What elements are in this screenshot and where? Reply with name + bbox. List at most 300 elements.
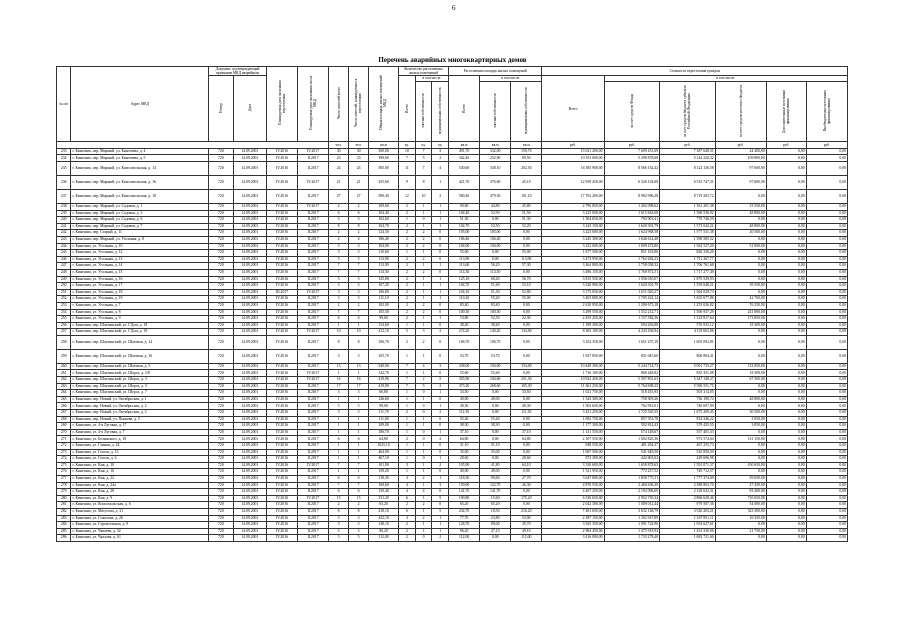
row-number-cell: 234 [57, 155, 71, 162]
table-cell: II.2017 [298, 243, 329, 250]
table-cell: 8 [415, 176, 432, 190]
table-cell: IV.2016 [266, 423, 297, 430]
table-cell: 36,30 [511, 482, 542, 489]
cost-cell: 1 637 850,00 [542, 349, 604, 363]
table-cell: 38,30 [449, 423, 480, 430]
cost-cell: 4 407 250,00 [542, 489, 604, 496]
table-cell: 1 [432, 283, 449, 290]
table-cell: 74,80 [449, 316, 480, 323]
address-cell: г. Кинешма, пер. Мирный, ул. Садовая, д. 7 [71, 223, 209, 230]
table-cell: 2 [399, 309, 416, 316]
table-row [57, 482, 848, 489]
cost-cell: 2 984 450,00 [542, 528, 604, 535]
table-cell: 33,50 [511, 390, 542, 397]
table-cell: 2 [399, 283, 416, 290]
header-count-municipal: муниципальная собственность [432, 81, 449, 141]
table-cell: 90,60 [449, 204, 480, 211]
table-cell: 6 [329, 316, 349, 323]
address-cell: г. Кинешма, пер. Новый, ул. Пьянова, д. 5 [71, 416, 209, 423]
table-cell: III.2017 [266, 289, 297, 296]
table-cell: 0 [432, 349, 449, 363]
cost-cell: 0,00 [715, 349, 766, 363]
cost-cell: 3 416 000,00 [542, 535, 604, 542]
table-cell: 1 [399, 217, 416, 224]
table-cell: 14.09.2001 [233, 263, 266, 270]
table-cell: IV.2016 [266, 443, 297, 450]
cost-cell: 3 175 050,00 [542, 289, 604, 296]
table-cell: 2 [399, 276, 416, 283]
table-cell: 2 [432, 190, 449, 204]
table-cell: 159,00 [449, 482, 480, 489]
cost-cell: 1 431 330,06 [660, 528, 716, 535]
table-cell: 1 [432, 528, 449, 535]
cost-cell: 7 387 648,31 [660, 148, 716, 155]
table-cell: 7 [329, 263, 349, 270]
cost-cell: 1 253 026,82 [660, 302, 716, 309]
table-cell: II.2017 [298, 210, 329, 217]
table-cell: 5 [399, 329, 416, 336]
cost-cell: 860 448,82 [604, 370, 660, 377]
table-cell: 1 [399, 396, 416, 403]
table-cell: 2 [399, 236, 416, 243]
cost-cell: 0,00 [766, 456, 806, 463]
table-cell: 41,80 [480, 462, 511, 469]
address-cell: г. Кинешма, ул. Угольная, д. 19 [71, 296, 209, 303]
table-row [57, 349, 848, 363]
cost-cell: 0,00 [766, 269, 806, 276]
table-cell: 2 [349, 502, 369, 509]
table-cell: 3 [329, 296, 349, 303]
table-cell: IV.2016 [266, 230, 297, 237]
table-cell: 17 [349, 383, 369, 390]
table-cell: 2 [349, 204, 369, 211]
header-cost-nonbudget: Внебюджетные источники финансирования [806, 81, 847, 141]
row-number-cell: 246 [57, 256, 71, 263]
table-cell: 720 [209, 162, 233, 176]
cost-cell: 857 353,78 [604, 416, 660, 423]
table-cell: 2 [415, 302, 432, 309]
table-cell: 83,40 [449, 302, 480, 309]
cost-cell: 762 952,01 [604, 403, 660, 410]
unit-cell: кв.м [369, 141, 399, 148]
table-cell: 3 [349, 515, 369, 522]
table-cell: 720 [209, 176, 233, 190]
cost-cell: 1 021 750,00 [542, 390, 604, 397]
cost-cell: 0,00 [715, 469, 766, 476]
cost-cell: 0,00 [766, 176, 806, 190]
table-cell: 0 [432, 309, 449, 316]
table-cell: 89,50 [511, 155, 542, 162]
address-cell: г. Кинешма, ул. Угольная, д. 13 [71, 256, 209, 263]
cost-cell: 1 543 300,00 [542, 396, 604, 403]
cost-cell: 0,00 [806, 155, 847, 162]
table-cell: 99,60 [369, 316, 399, 323]
table-cell: 107,20 [369, 283, 399, 290]
table-cell: 112,00 [369, 535, 399, 542]
table-cell: 373,20 [449, 383, 480, 390]
table-cell: 6 [399, 495, 416, 502]
table-cell: 1 [432, 522, 449, 529]
table-cell: IV.2016 [266, 528, 297, 535]
table-cell: IV.2016 [266, 403, 297, 410]
cost-cell: 770 746,59 [660, 217, 716, 224]
table-cell: 122,70 [480, 482, 511, 489]
table-cell: 3 [415, 329, 432, 336]
cost-cell: 851 163,80 [604, 250, 660, 257]
table-row [57, 335, 848, 349]
table-row [57, 155, 848, 162]
table-cell: 4 [432, 162, 449, 176]
table-cell: 0,00 [480, 535, 511, 542]
cost-cell: 1 711 267,77 [660, 256, 716, 263]
table-cell: 720 [209, 383, 233, 390]
table-cell: IV.2016 [266, 309, 297, 316]
table-cell: 14.09.2001 [233, 302, 266, 309]
table-cell: 1 [329, 370, 349, 377]
cost-cell: 0,00 [766, 329, 806, 336]
table-cell: 2 [399, 436, 416, 443]
table-row [57, 436, 848, 443]
table-cell: II.2017 [298, 302, 329, 309]
address-cell: г. Кинешма, ул. Угольная, д. 15 [71, 269, 209, 276]
table-cell: 3 [329, 243, 349, 250]
table-cell: 0 [432, 243, 449, 250]
table-cell: 1 [415, 396, 432, 403]
row-number-cell: 253 [57, 302, 71, 309]
row-number-cell: 256 [57, 322, 71, 329]
table-cell: 3 [349, 283, 369, 290]
table-row [57, 243, 848, 250]
cost-cell: 1 620 301,79 [604, 223, 660, 230]
header-planned-demolition: Планируемая дата окончания сноса МКД [298, 67, 329, 142]
table-cell: 14.09.2001 [233, 236, 266, 243]
cost-cell: 8 365 100,00 [542, 329, 604, 336]
cost-cell: 578 435,55 [660, 423, 716, 430]
header-cost-subject: за счет средств бюджета субъекта Российской Федерации [660, 81, 716, 141]
cost-cell: 1 591 071,37 [660, 462, 716, 469]
table-cell: 720 [209, 322, 233, 329]
table-cell: II.2017 [298, 436, 329, 443]
cost-cell: 0,00 [766, 370, 806, 377]
table-cell: 14.09.2001 [233, 256, 266, 263]
address-cell: г. Кинешма, ул. Кия, д. 10 [71, 462, 209, 469]
cost-cell: 0,00 [806, 236, 847, 243]
address-cell: г. Кинешма, пер. Шахтинский, ул. Шорса, д. 7 [71, 390, 209, 397]
table-cell: 8 [349, 223, 369, 230]
table-cell: 53,90 [511, 515, 542, 522]
cost-cell: 51 000,00 [715, 243, 766, 250]
table-cell: 338,10 [480, 162, 511, 176]
row-number-cell: 251 [57, 289, 71, 296]
table-cell: 64,80 [511, 436, 542, 443]
table-cell: 0,00 [480, 256, 511, 263]
table-cell: 2 [329, 502, 349, 509]
table-cell: 2 [432, 383, 449, 390]
table-cell: 0,00 [511, 423, 542, 430]
table-cell: 106,70 [369, 429, 399, 436]
cost-cell: 0,00 [715, 449, 766, 456]
table-cell: 148,10 [369, 522, 399, 529]
table-cell: 1 [399, 349, 416, 363]
table-cell: 540,60 [449, 162, 480, 176]
table-cell: 0 [415, 456, 432, 463]
table-cell: 96,20 [369, 528, 399, 535]
table-cell: 101,10 [511, 190, 542, 204]
cost-cell: 594 256,88 [604, 322, 660, 329]
table-cell: 3 [329, 522, 349, 529]
table-cell: 202,50 [511, 162, 542, 176]
table-cell: 104,70 [369, 223, 399, 230]
cost-cell: 3 431 250,00 [542, 410, 604, 417]
table-cell: 0,00 [511, 370, 542, 377]
cost-cell: 0,00 [766, 403, 806, 410]
table-cell: 720 [209, 155, 233, 162]
table-cell: 5 [432, 495, 449, 502]
cost-cell: 0,00 [806, 475, 847, 482]
table-cell: IV.2016 [266, 162, 297, 176]
table-row [57, 283, 848, 290]
unit-cell: руб. [604, 141, 660, 148]
address-cell: г. Кинешма, ул. Белинского, д. 18 [71, 436, 209, 443]
table-cell: 5 [349, 256, 369, 263]
cost-cell: 0,00 [715, 535, 766, 542]
table-cell: 37,10 [449, 429, 480, 436]
cost-cell: 0,00 [766, 217, 806, 224]
table-cell: 106,70 [369, 335, 399, 349]
cost-cell: 0,00 [766, 377, 806, 384]
table-row [57, 269, 848, 276]
table-cell: 38,30 [480, 423, 511, 430]
table-cell: 65,20 [369, 502, 399, 509]
cost-cell: 481 294,27 [604, 443, 660, 450]
table-cell: 720 [209, 489, 233, 496]
header-cost-total: Всего [542, 76, 604, 141]
table-cell: 376,60 [480, 176, 511, 190]
table-cell: 190,80 [449, 495, 480, 502]
address-cell: г. Кинешма, пер. Шахтинский, ул. Г.Дом, д. 19 [71, 329, 209, 336]
table-cell: 1 [349, 456, 369, 463]
cost-cell: 0,00 [766, 535, 806, 542]
table-cell: 98,00 [369, 403, 399, 410]
cost-cell: 2 460 636,30 [604, 482, 660, 489]
row-number-cell: 281 [57, 502, 71, 509]
cost-cell: 1 131 550,00 [542, 429, 604, 436]
table-row [57, 528, 848, 535]
table-cell: 1 [349, 469, 369, 476]
table-cell: 0,00 [480, 429, 511, 436]
table-cell: 720 [209, 370, 233, 377]
header-total-area: Общая площадь жилых помещений МКД [369, 67, 399, 142]
cost-cell: 1 682 721,60 [660, 535, 716, 542]
cost-cell: 48 800,00 [715, 396, 766, 403]
table-cell: 720 [209, 449, 233, 456]
table-cell: II.2017 [298, 489, 329, 496]
table-cell: 720 [209, 469, 233, 476]
table-cell: 0 [432, 370, 449, 377]
table-cell: 0 [432, 489, 449, 496]
table-cell: IV.2016 [266, 416, 297, 423]
table-cell: IV.2016 [266, 263, 297, 270]
table-cell: 274,20 [449, 329, 480, 336]
table-cell: II.2017 [298, 475, 329, 482]
address-cell: г. Кинешма, ул. Матусова, д. 21 [71, 508, 209, 515]
table-cell: 419,90 [369, 383, 399, 390]
cost-cell: 0,00 [766, 204, 806, 211]
table-cell: 1 [415, 423, 432, 430]
cost-cell: 3 245 300,00 [542, 236, 604, 243]
table-cell: 1 [415, 443, 432, 450]
cost-cell: 0,00 [806, 230, 847, 237]
table-cell: 1 [432, 390, 449, 397]
table-cell: IV.2016 [266, 236, 297, 243]
row-number-cell: 238 [57, 204, 71, 211]
table-cell: 3 [349, 217, 369, 224]
table-cell: 5 [349, 535, 369, 542]
table-cell: II.2017 [298, 236, 329, 243]
table-cell: 1 [432, 223, 449, 230]
cost-cell: 5 091 735,27 [660, 363, 716, 370]
table-cell: 1 [415, 210, 432, 217]
table-cell: 7 [399, 383, 416, 390]
table-cell: 720 [209, 495, 233, 502]
table-cell: 45,10 [511, 176, 542, 190]
cost-cell: 7 609 451,69 [604, 148, 660, 155]
cost-cell: 1 646 614,48 [604, 236, 660, 243]
cost-cell: 1 603 092,81 [660, 335, 716, 349]
table-cell: 2 [329, 302, 349, 309]
cost-cell: 3 050,00 [715, 416, 766, 423]
address-cell: г. Кинешма, пер. Мирный, ул. Комсомольская, д. 18 [71, 190, 209, 204]
table-cell: 14.09.2001 [233, 148, 266, 155]
row-number-cell: 241 [57, 223, 71, 230]
table-cell: 14.09.2001 [233, 370, 266, 377]
table-cell: 1 [432, 515, 449, 522]
cost-cell: 0,00 [766, 482, 806, 489]
cost-cell: 826 336,20 [660, 250, 716, 257]
cost-cell: 0,00 [766, 243, 806, 250]
row-number-cell: 254 [57, 309, 71, 316]
table-cell: 7 [415, 148, 432, 155]
table-body [57, 148, 848, 541]
cost-cell: 872 300,00 [542, 456, 604, 463]
cost-cell: 0,00 [766, 390, 806, 397]
cost-cell: 2 610 950,00 [542, 302, 604, 309]
table-cell: 0,00 [480, 217, 511, 224]
address-cell: г. Кинешма, ул. Чкалова, д. 61 [71, 535, 209, 542]
cost-cell: 0,00 [766, 155, 806, 162]
table-cell: 109,60 [369, 204, 399, 211]
table-cell: 720 [209, 475, 233, 482]
cost-cell: 783 903,41 [604, 217, 660, 224]
table-cell: 14.09.2001 [233, 296, 266, 303]
cost-cell: 0,00 [715, 276, 766, 283]
table-cell: 56,70 [511, 276, 542, 283]
cost-cell: 17 702 200,00 [542, 190, 604, 204]
cost-cell: 0,00 [766, 309, 806, 316]
table-cell: 0 [432, 449, 449, 456]
cost-cell: 0,00 [806, 204, 847, 211]
table-cell: II.2017 [298, 508, 329, 515]
table-cell: 104,00 [369, 243, 399, 250]
cost-cell: 3 632 146,79 [604, 508, 660, 515]
table-cell: 14.09.2001 [233, 429, 266, 436]
table-cell: 52,80 [511, 289, 542, 296]
table-cell: 14.09.2001 [233, 462, 266, 469]
cost-cell: 0,00 [715, 403, 766, 410]
table-cell: 14.09.2001 [233, 410, 266, 417]
header-planned-relocation: Планируемая дата окончания переселения [266, 67, 297, 142]
cost-cell: 0,00 [766, 283, 806, 290]
cost-cell: 0,00 [806, 148, 847, 155]
table-cell: 9 [399, 176, 416, 190]
table-cell: 57,30 [511, 263, 542, 270]
row-number-cell: 272 [57, 443, 71, 450]
table-cell: 2 [432, 155, 449, 162]
table-cell: 5 [415, 155, 432, 162]
table-cell: 720 [209, 217, 233, 224]
table-cell: 7 [349, 482, 369, 489]
table-cell: 2 [399, 204, 416, 211]
table-cell: 15 [349, 495, 369, 502]
table-cell: 3 [349, 522, 369, 529]
table-cell: 3 [432, 148, 449, 155]
table-cell: IV.2016 [266, 302, 297, 309]
table-cell: 1 [415, 528, 432, 535]
cost-cell: 1 620 301,79 [604, 283, 660, 290]
table-cell: 720 [209, 269, 233, 276]
table-cell: II.2017 [298, 283, 329, 290]
cost-cell: 0,00 [766, 223, 806, 230]
cost-cell: 0,00 [766, 436, 806, 443]
cost-cell: 0,00 [806, 329, 847, 336]
table-cell: 0,00 [480, 390, 511, 397]
header-cost-incl: в том числе: [604, 76, 847, 81]
table-row [57, 148, 848, 155]
cost-cell: 0,00 [715, 390, 766, 397]
table-cell: 14.09.2001 [233, 436, 266, 443]
address-cell: г. Кинешма, ул. Гоголя, д. 13 [71, 449, 209, 456]
cost-cell: 4 119 663,06 [660, 329, 716, 336]
row-number-cell: 250 [57, 283, 71, 290]
table-cell: 5 [329, 403, 349, 410]
table-cell: 125,80 [369, 276, 399, 283]
table-row [57, 276, 848, 283]
row-number-cell: 242 [57, 230, 71, 237]
cost-cell: 3 330 600,00 [542, 462, 604, 469]
table-cell: 7 [329, 462, 349, 469]
table-cell: 65,20 [449, 502, 480, 509]
cost-cell: 6 326 102,69 [604, 176, 660, 190]
table-cell: 1 [399, 449, 416, 456]
table-cell: 106,80 [369, 289, 399, 296]
table-cell: 1 [415, 462, 432, 469]
table-cell: 2 [415, 236, 432, 243]
table-cell: 90,60 [480, 475, 511, 482]
address-cell: г. Кинешма, пер. Новый, ул. Октябрьская, д. 3 [71, 410, 209, 417]
cost-cell: 0,00 [806, 210, 847, 217]
table-cell: II.2017 [298, 269, 329, 276]
table-cell: 2 [415, 515, 432, 522]
table-cell: 342,40 [449, 155, 480, 162]
table-row [57, 223, 848, 230]
cost-cell: 0,00 [715, 443, 766, 450]
cost-cell: 0,00 [806, 296, 847, 303]
table-cell: IV.2016 [266, 283, 297, 290]
cost-cell: 0,00 [806, 535, 847, 542]
table-cell: II.2017 [298, 296, 329, 303]
cost-cell: 0,00 [715, 250, 766, 257]
units-row [57, 141, 848, 148]
